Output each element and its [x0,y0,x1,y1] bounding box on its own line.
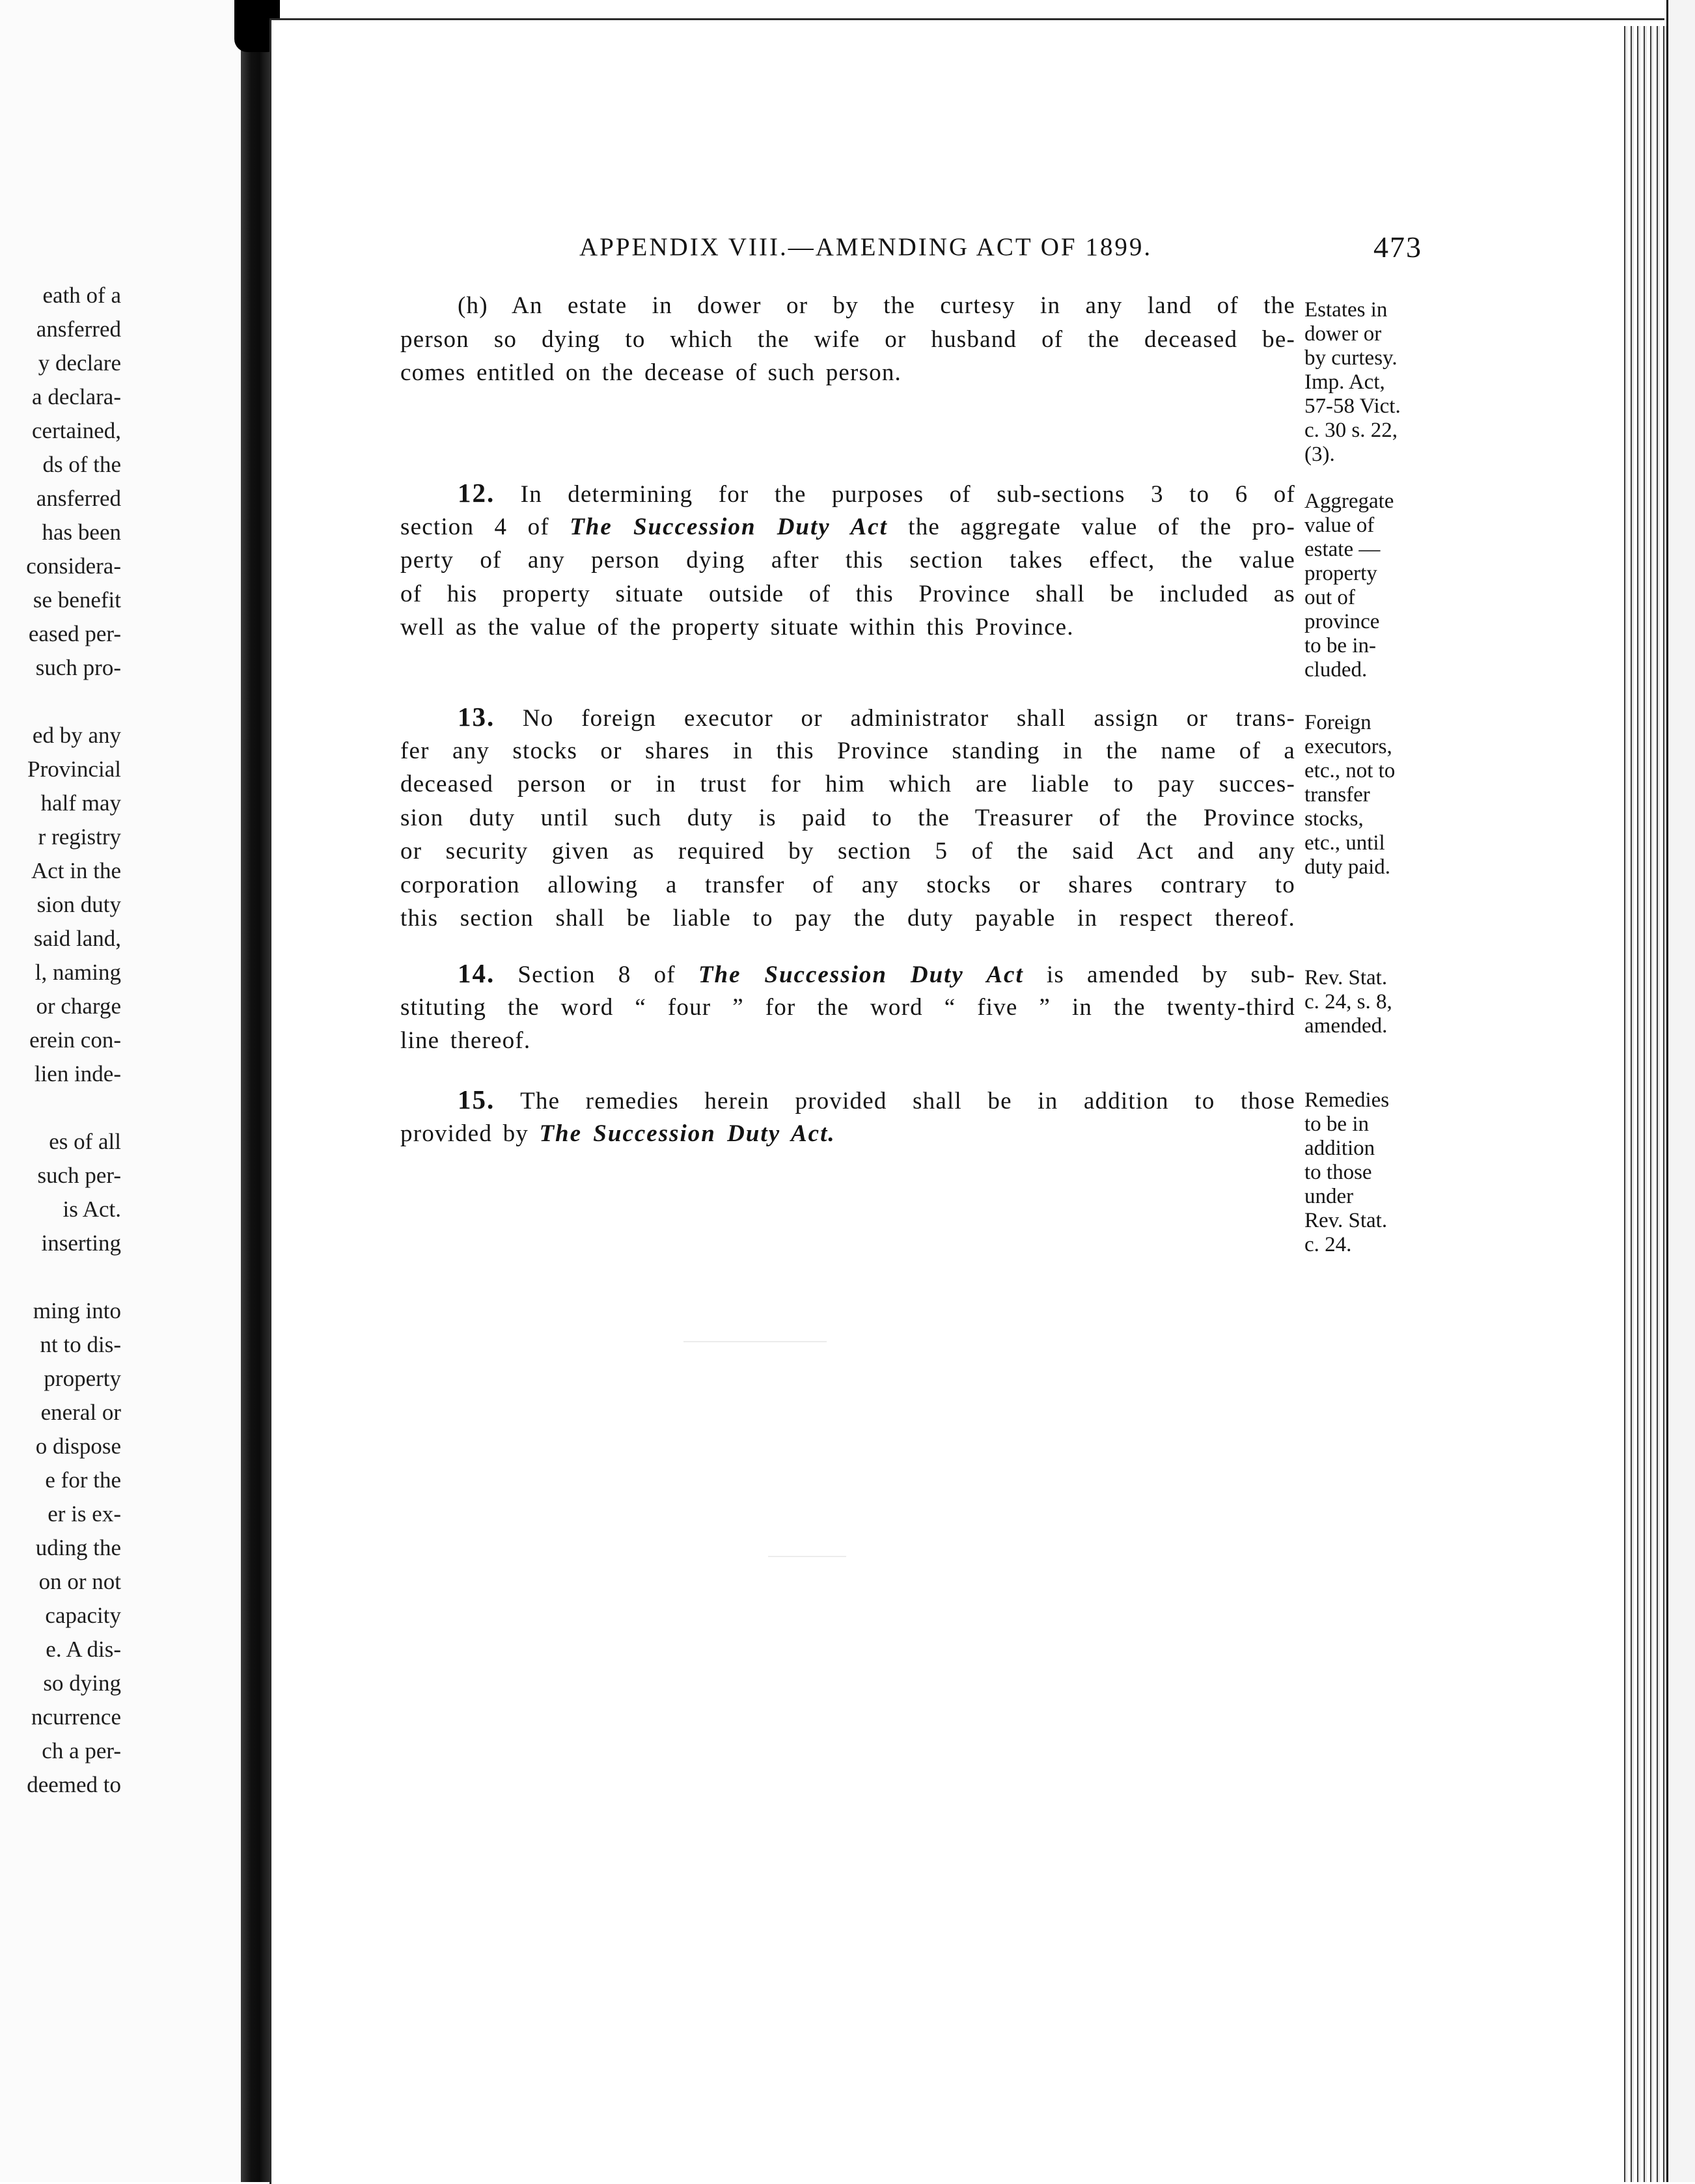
section-number: 12. [458,478,495,508]
page-number: 473 [1373,230,1422,264]
text-line: sion duty until such duty is paid to the Treasurer of the Province [400,804,1295,831]
margin-note-line: Aggregate [1304,490,1394,513]
act-title: The Succession Duty Act [570,513,888,540]
margin-note-line: Foreign [1304,711,1371,734]
facing-page-line: er is ex- [48,1501,121,1527]
facing-page-line: Provincial [27,756,121,782]
text-line [400,1117,1295,1151]
facing-page-line: erein con- [29,1027,121,1053]
section-12 [400,477,1295,644]
margin-note-line: out of [1304,586,1355,609]
margin-note-line: Rev. Stat. [1304,1209,1388,1232]
page-edges [1621,26,1673,2182]
facing-page-line: l, naming [34,960,121,985]
text-run: Section 8 of [517,961,676,988]
text-line: fer any stocks or shares in this Province standing in the name of a [400,737,1295,764]
margin-note-line: Estates in [1304,298,1388,322]
facing-page-line: has been [42,519,121,545]
margin-note-line: value of [1304,514,1375,537]
facing-page-line: ed by any [32,723,121,748]
margin-note-line: etc., until [1304,831,1385,855]
margin-note-12 [1304,490,1438,682]
margin-note-line: 57-58 Vict. [1304,394,1401,418]
margin-note-line: by curtesy. [1304,346,1398,370]
facing-page-line: o dispose [35,1433,121,1459]
facing-page-line: capacity [45,1603,121,1628]
margin-note-line: to those [1304,1161,1372,1184]
facing-page-line: uding the [35,1535,121,1560]
facing-page-line: ming into [33,1298,121,1323]
facing-page-line: Act in the [31,858,121,883]
margin-note-line: etc., not to [1304,759,1396,782]
margin-note-line: dower or [1304,322,1382,346]
facing-page-line: so dying [43,1670,121,1696]
margin-note-h [1304,298,1438,467]
facing-page-line: e. A dis- [46,1637,121,1662]
section-number: 14. [458,958,495,988]
show-through-mark [683,1341,827,1342]
facing-page-line: is Act. [62,1196,121,1222]
text-line: comes entitled on the decease of such person. [400,359,902,386]
margin-note-line: Rev. Stat. [1304,966,1388,989]
text-line: person so dying to which the wife or husband of the deceased be- [400,325,1295,353]
facing-page-text [0,279,121,1802]
margin-note-line: duty paid. [1304,855,1390,879]
text-line [400,1083,1295,1117]
facing-page-line: ch a per- [42,1738,121,1763]
facing-page-line: such pro- [35,655,121,680]
margin-note-line: addition [1304,1137,1375,1160]
text-line: deceased person or in trust for him which are liable to pay succes- [400,771,1295,797]
margin-note-line: c. 30 s. 22, [1304,419,1398,442]
section-number: 13. [458,702,495,732]
text-line: this section shall be liable to pay the duty payable in respect thereof. [400,905,1295,932]
facing-page-line: ansferred [36,486,121,511]
margin-note-line: stocks, [1304,807,1364,831]
facing-page-line: on or not [38,1569,121,1594]
paragraph-h [400,289,1295,390]
margin-note-line: Remedies [1304,1088,1390,1112]
facing-page-line: half may [40,790,121,816]
margin-note-line: c. 24, s. 8, [1304,990,1392,1014]
facing-page-line: eased per- [28,621,121,646]
margin-note-line: transfer [1304,783,1370,807]
show-through-mark [768,1556,846,1557]
facing-page-line [0,1260,121,1294]
act-title: The Succession Duty Act. [539,1120,836,1147]
section-number: 15. [458,1085,495,1114]
facing-page-line: ncurrence [31,1704,121,1730]
book-edge [1666,0,1695,2182]
text-line: stituting the word “ four ” for the word “ five ” in the twenty-third [400,993,1295,1021]
facing-page-line: or charge [36,993,121,1019]
text-run: section 4 of [400,513,549,540]
facing-page-line: e for the [45,1467,121,1493]
section-13 [400,700,1295,935]
text-run: the aggregate value of the pro- [908,513,1296,540]
margin-note-line: to be in [1304,1113,1369,1136]
facing-page-line: such per- [37,1163,121,1188]
margin-note-line: cluded. [1304,658,1368,682]
margin-note-13 [1304,711,1438,879]
margin-note-15 [1304,1088,1438,1257]
facing-page-line: es of all [49,1129,121,1154]
text-line: of his property situate outside of this Province shall be included as [400,580,1295,607]
text-run: is amended by sub- [1046,961,1296,988]
margin-note-line: to be in- [1304,634,1376,657]
facing-page-line: nt to dis- [40,1332,121,1357]
facing-page-line: ds of the [42,452,121,477]
text-line [400,700,1295,734]
running-header [0,228,1695,267]
margin-note-line: (3). [1304,443,1335,466]
facing-page-line [0,1091,121,1125]
text-line: or security given as required by section 5 of the said Act and any [400,838,1295,864]
facing-page-line: considera- [26,553,121,579]
text-line [400,957,1295,991]
section-15 [400,1083,1295,1150]
facing-page-line: ansferred [36,316,121,342]
text-line: line thereof. [400,1027,531,1054]
text-line: (h) An estate in dower or by the curtesy in any land of the [458,292,1295,319]
text-run: The remedies herein provided shall be in addition to those [520,1088,1295,1114]
facing-page-line [0,685,121,719]
facing-page-line: certained, [32,418,121,443]
text-line [400,510,1295,544]
text-run: No foreign executor or administrator shall assign or trans- [522,705,1295,732]
margin-note-line: amended. [1304,1014,1388,1038]
header-title: APPENDIX VIII.—AMENDING ACT OF 1899. [579,233,1153,261]
book-gutter [241,0,269,2182]
margin-note-line: Imp. Act, [1304,370,1385,394]
margin-note-line: under [1304,1185,1354,1208]
facing-page-line: y declare [38,350,121,376]
margin-note-line: province [1304,610,1380,633]
text-line [400,477,1295,510]
facing-page-line: eath of a [42,283,121,308]
text-line: well as the value of the property situate within this Province. [400,614,1074,641]
facing-page-line: said land, [33,926,121,951]
facing-page [0,0,241,2182]
margin-note-line: property [1304,562,1377,585]
facing-page-line: sion duty [36,892,121,917]
text-run: In determining for the purposes of sub-sections 3 to 6 of [520,481,1295,508]
margin-note-line: estate — [1304,538,1381,561]
text-line: perty of any person dying after this section takes effect, the value [400,547,1295,574]
facing-page-line: eneral or [40,1400,121,1425]
text-run: provided by [400,1120,529,1147]
margin-note-line: executors, [1304,735,1392,758]
facing-page-line: a declara- [32,384,121,409]
facing-page-line: lien inde- [34,1061,121,1086]
facing-page-line: se benefit [33,587,121,613]
margin-note-line: c. 24. [1304,1233,1352,1256]
text-line: corporation allowing a transfer of any stocks or shares contrary to [400,871,1295,898]
act-title: The Succession Duty Act [698,961,1024,988]
facing-page-line: r registry [38,824,121,850]
section-14 [400,957,1295,1058]
margin-note-14 [1304,966,1438,1038]
facing-page-line: deemed to [27,1772,121,1797]
facing-page-line: property [44,1366,121,1391]
facing-page-line: inserting [41,1230,121,1256]
